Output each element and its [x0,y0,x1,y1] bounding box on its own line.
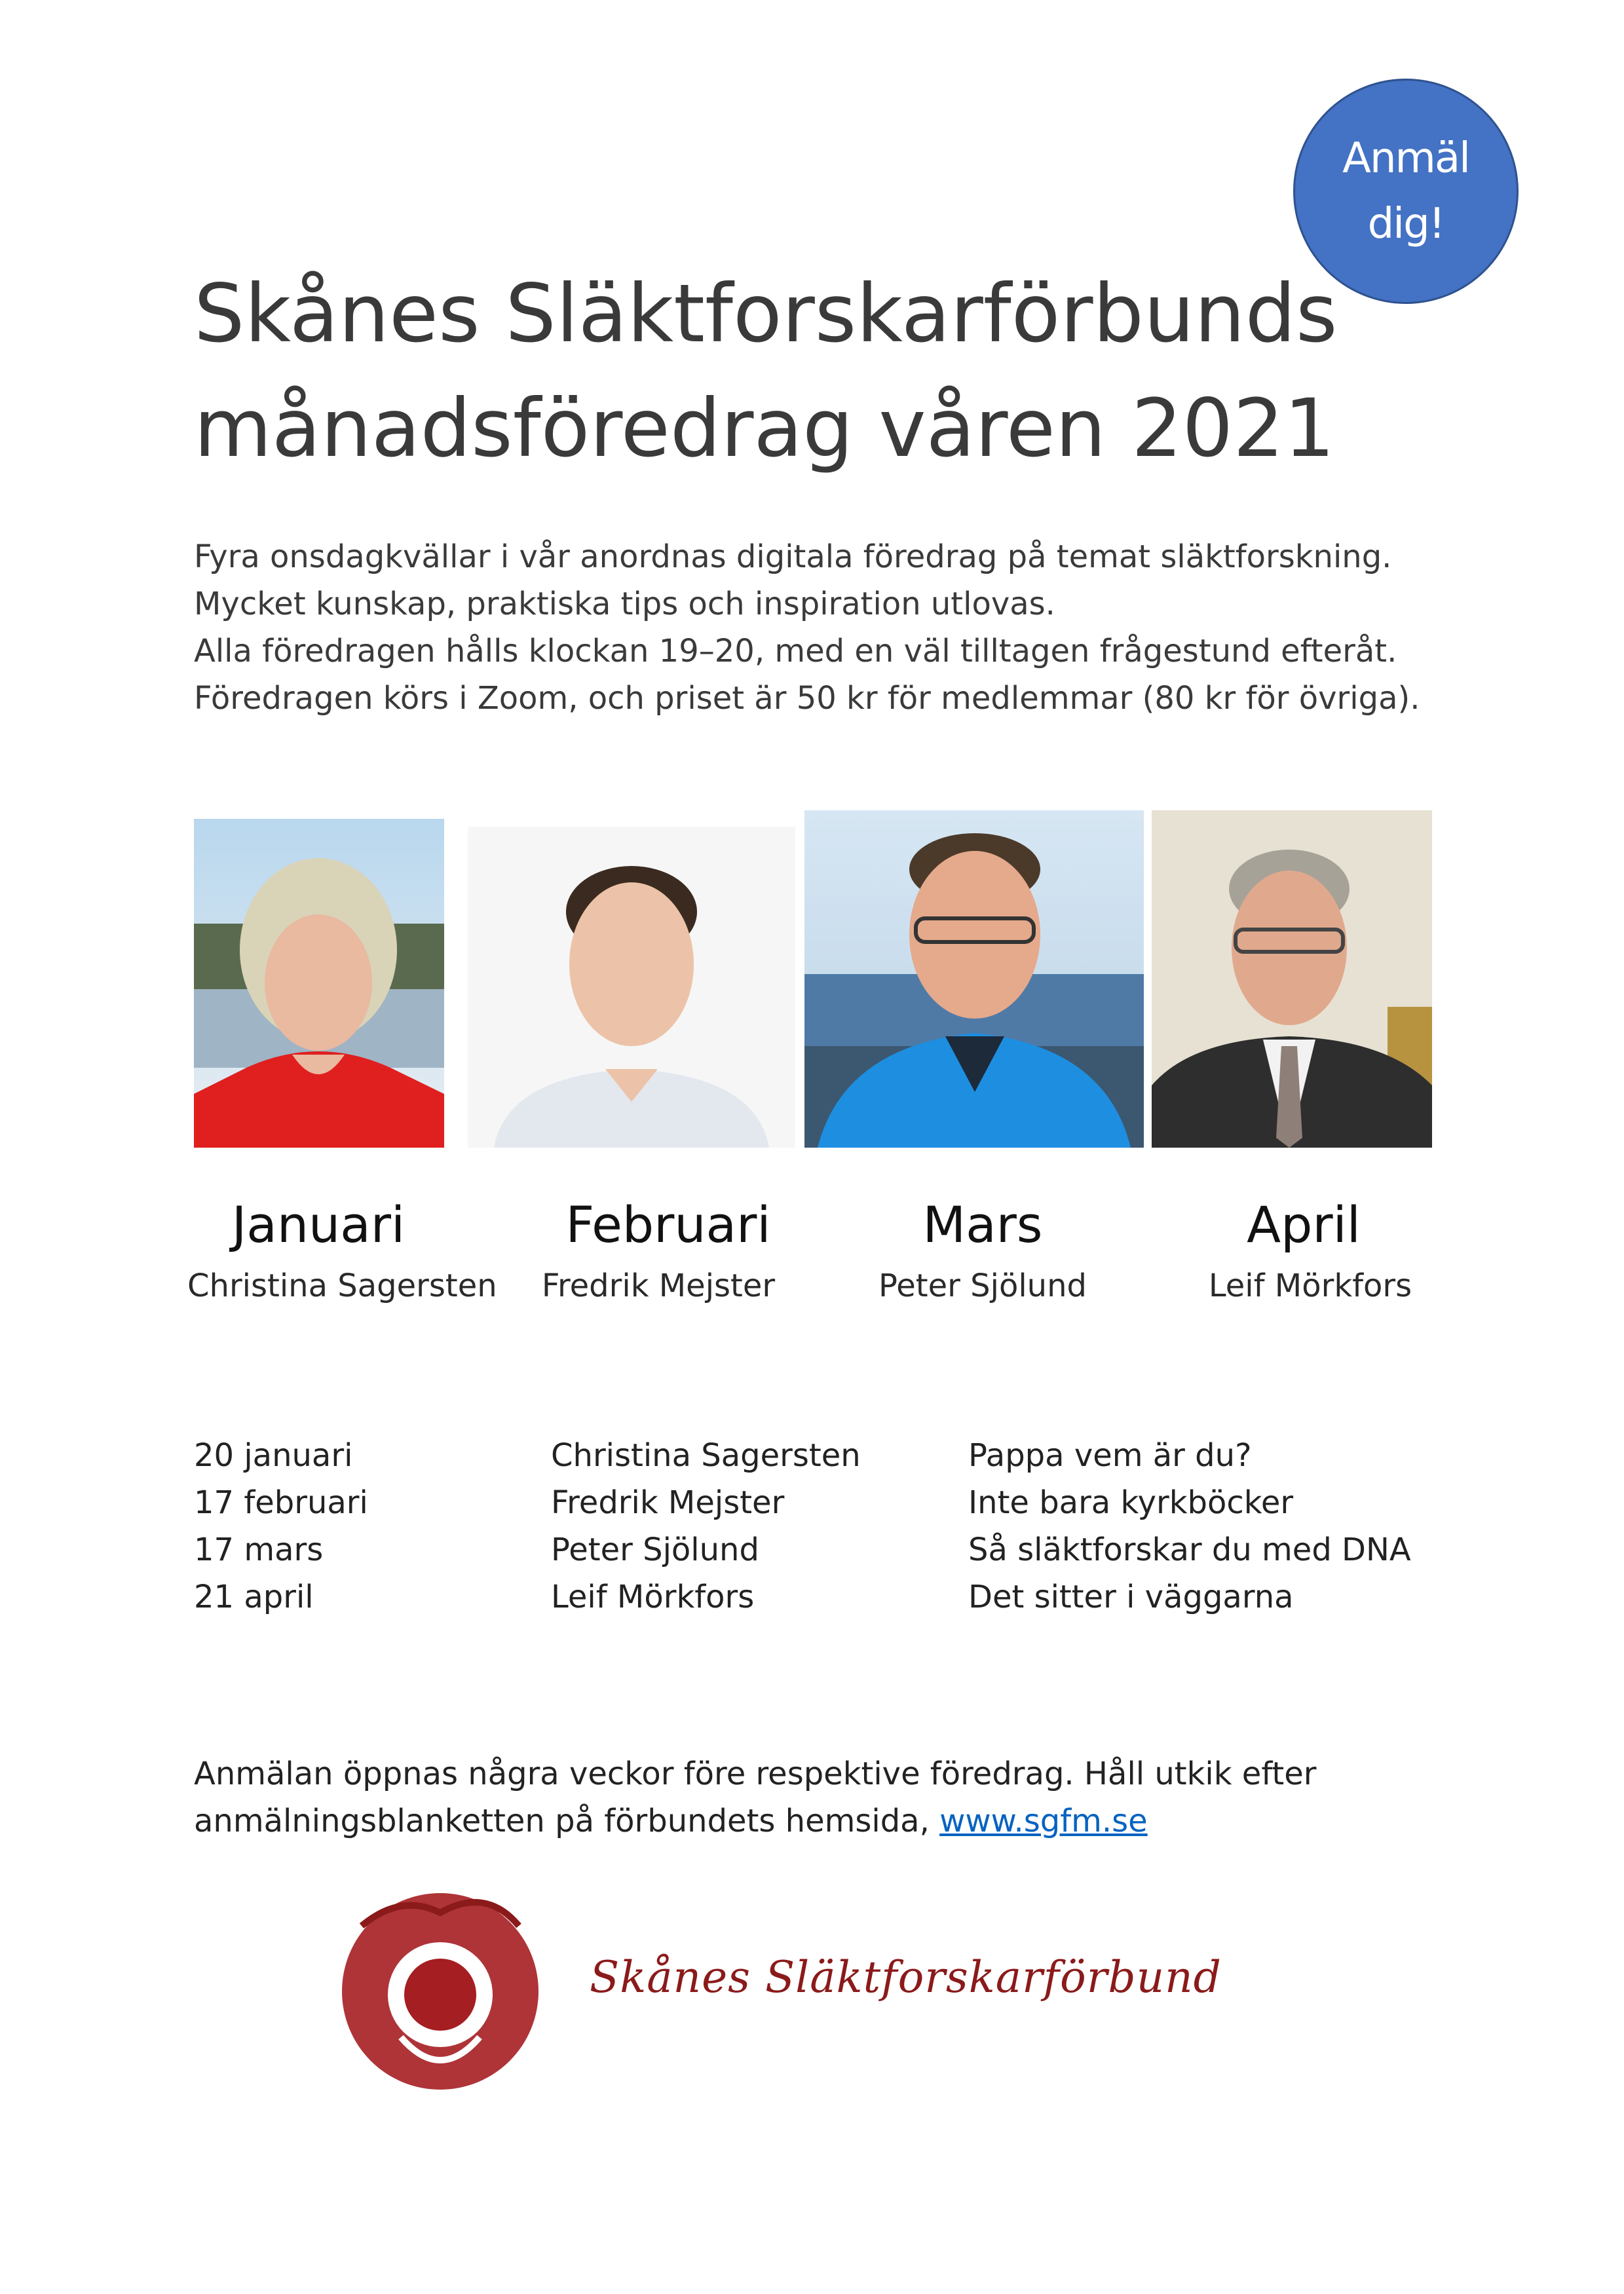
website-link[interactable]: www.sgfm.se [939,1803,1148,1839]
schedule-table [194,1432,1471,1621]
speaker-photo-january [194,819,444,1148]
speaker-name-february: Fredrik Mejster [541,1268,776,1304]
schedule-speaker: Peter Sjölund [551,1532,759,1568]
month-january: Januari [231,1195,406,1254]
speaker-name-april: Leif Mörkfors [1208,1268,1412,1304]
schedule-topic: Så släktforskar du med DNA [968,1532,1411,1568]
intro-paragraph [194,533,1471,722]
badge-line-2: dig! [1367,200,1445,248]
schedule-date: 20 januari [194,1437,353,1474]
intro-line: Alla föredragen hålls klockan 19–20, med en väl tilltagen frågestund efteråt. [194,633,1397,669]
schedule-row [194,1479,1471,1526]
footer-line-2-text: anmälningsblanketten på förbundets hemsida, [194,1803,940,1839]
title-line-2: månadsföredrag våren 2021 [194,382,1335,475]
schedule-row [194,1573,1471,1621]
month-april: April [1247,1195,1361,1254]
badge-line-1: Anmäl [1342,134,1469,183]
footer-line-1: Anmälan öppnas några veckor före respektive föredrag. Håll utkik efter [194,1756,1317,1792]
footer-paragraph [194,1750,1471,1845]
schedule-speaker: Fredrik Mejster [551,1484,785,1521]
page-title [194,257,1439,486]
schedule-row [194,1526,1471,1573]
schedule-date: 21 april [194,1579,314,1615]
month-march: Mars [922,1195,1043,1254]
title-line-1: Skånes Släktforskarförbunds [194,267,1338,360]
schedule-date: 17 mars [194,1532,324,1568]
dragon-emblem-icon [342,1893,538,2090]
speaker-name-january: Christina Sagersten [187,1268,497,1304]
speaker-photo-february [468,827,795,1148]
schedule-topic: Inte bara kyrkböcker [968,1484,1294,1521]
schedule-topic: Pappa vem är du? [968,1437,1252,1474]
speaker-photo-march [804,810,1144,1148]
month-february: Februari [565,1195,771,1254]
speaker-photo-april [1152,810,1432,1148]
schedule-topic: Det sitter i väggarna [968,1579,1294,1615]
schedule-speaker: Leif Mörkfors [551,1579,755,1615]
schedule-date: 17 februari [194,1484,368,1521]
schedule-speaker: Christina Sagersten [551,1437,861,1474]
intro-line: Föredragen körs i Zoom, och priset är 50 kr för medlemmar (80 kr för övriga). [194,680,1420,717]
footer-line-2 [194,1797,1471,1845]
logo-wordmark: Skånes Släktforskarförbund [590,1952,1222,2003]
speaker-name-march: Peter Sjölund [878,1268,1087,1304]
schedule-row [194,1432,1471,1479]
intro-line: Fyra onsdagkvällar i vår anordnas digitala föredrag på temat släktforskning. [194,538,1392,575]
intro-line: Mycket kunskap, praktiska tips och inspiration utlovas. [194,586,1055,622]
